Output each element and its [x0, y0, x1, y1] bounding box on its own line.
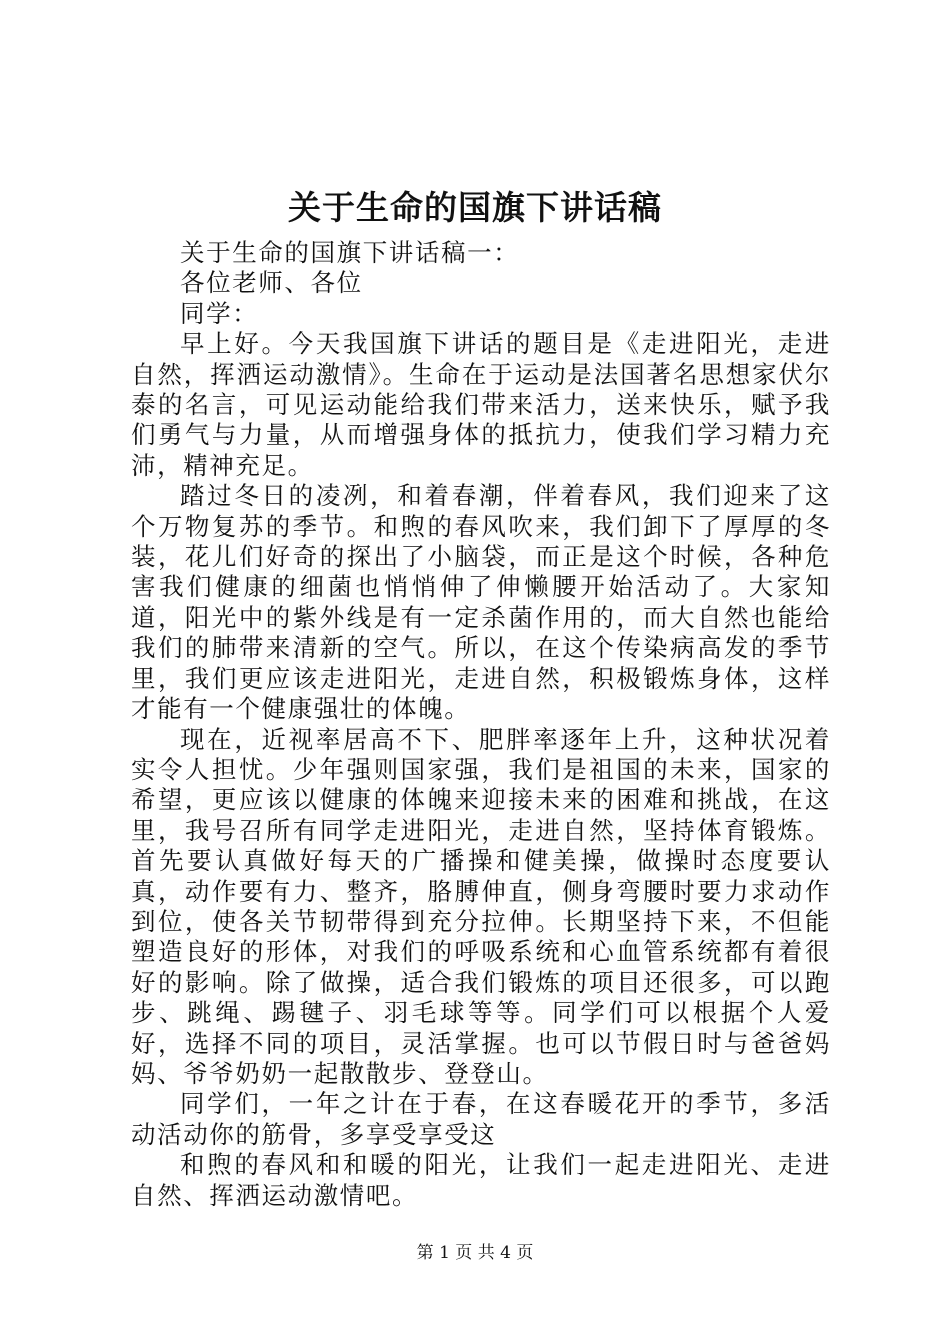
paragraph: 同学们，一年之计在于春，在这春暖花开的季节，多活动活动你的筋骨，多享受享受这 — [131, 1089, 831, 1149]
paragraph-subtitle: 关于生命的国旗下讲话稿一： — [180, 238, 520, 267]
paragraph: 现在，近视率居高不下、肥胖率逐年上升，这种状况着实令人担忧。少年强则国家强，我们是祖国的未来，国家的希望，更应该以健康的体魄来迎接未来的困难和挑战，在这里，我号召所有同学走进阳光，走进自然，坚持体育锻炼。首先要认真做好每天的广播操和健美操，做操时态度要认真，动作要有力、整齐，胳膊伸直，侧身弯腰时要力求动作到位，使各关节韧带得到充分拉伸。长期坚持下来，不但能塑造良好的形体，对我们的呼吸系统和心血管系统都有着很好的影响。除了做操，适合我们锻炼的项目还很多，可以跑步、跳绳、踢毽子、羽毛球等等。同学们可以根据个人爱好，选择不同的项目，灵活掌握。也可以节假日时与爸爸妈妈、爷爷奶奶一起散散步、登登山。 — [131, 724, 831, 1088]
page-number-footer: 第 1 页 共 4 页 — [416, 1243, 534, 1263]
document-body — [131, 238, 831, 1211]
paragraph-salutation: 各位老师、各位 — [180, 268, 363, 298]
paragraph: 早上好。今天我国旗下讲话的题目是《走进阳光，走进自然，挥洒运动激情》。生命在于运动是法国著名思想家伏尔泰的名言，可见运动能给我们带来活力，送来快乐，赋予我们勇气与力量，从而增强身体的抵抗力，使我们学习精力充沛，精神充足。 — [131, 329, 831, 480]
paragraph-salutation-cont: 同学： — [180, 298, 259, 328]
paragraph: 和煦的春风和和暖的阳光，让我们一起走进阳光、走进自然、挥洒运动激情吧。 — [131, 1150, 831, 1210]
paragraph: 踏过冬日的凌冽，和着春潮，伴着春风，我们迎来了这个万物复苏的季节。和煦的春风吹来，我们卸下了厚厚的冬装，花儿们好奇的探出了小脑袋，而正是这个时候，各种危害我们健康的细菌也悄悄伸了伸懒腰开始活动了。大家知道，阳光中的紫外线是有一定杀菌作用的，而大自然也能给我们的肺带来清新的空气。所以，在这个传染病高发的季节里，我们更应该走进阳光，走进自然，积极锻炼身体，这样才能有一个健康强壮的体魄。 — [131, 481, 831, 724]
document-title: 关于生命的国旗下讲话稿 — [288, 188, 662, 227]
